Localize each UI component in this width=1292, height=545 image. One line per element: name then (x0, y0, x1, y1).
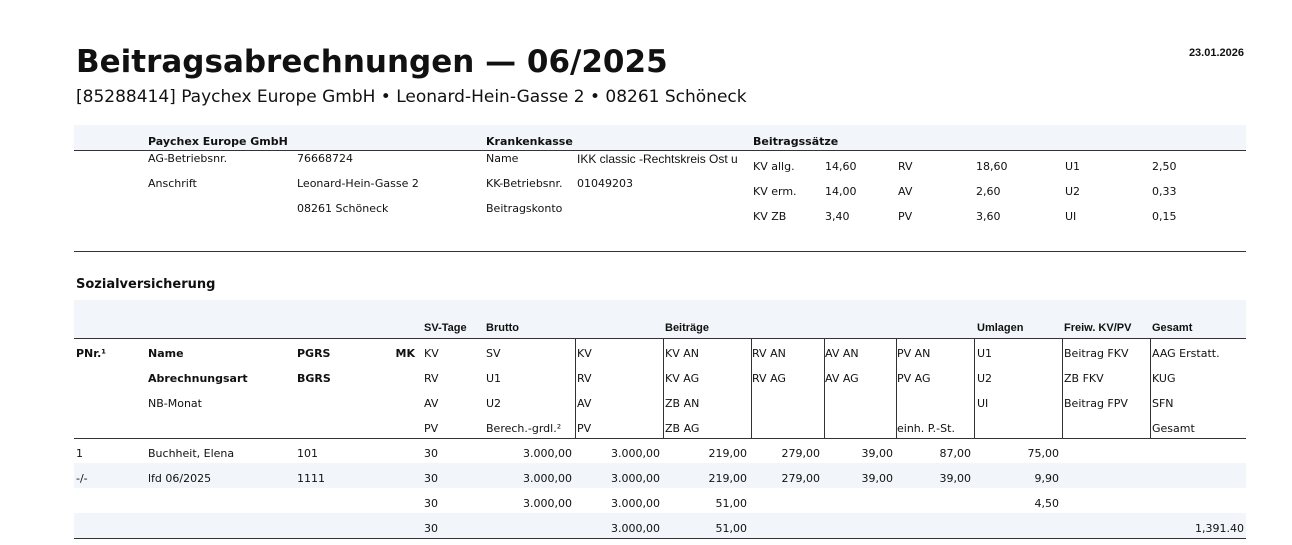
table-cell: 279,00 (781, 472, 820, 485)
column-header: Beitrag FPV (1064, 397, 1128, 410)
page-title: Beitragsabrechnungen — 06/2025 (76, 44, 668, 80)
header-rule (74, 338, 1246, 339)
rate-value: 14,60 (825, 160, 857, 173)
table-cell: 219,00 (708, 472, 747, 485)
table-cell: 1,391.40 (1195, 522, 1244, 535)
column-header: KV (424, 347, 439, 360)
insurance-label: Beitragskonto (486, 202, 563, 215)
rate-value: 0,33 (1152, 185, 1177, 198)
group-header-freiw: Freiw. KV/PV (1064, 322, 1132, 334)
employer-info-block (74, 125, 1246, 252)
table-cell: 219,00 (708, 447, 747, 460)
employer-value: 08261 Schöneck (297, 202, 389, 215)
table-cell: -/- (76, 472, 88, 485)
rate-value: 0,15 (1152, 210, 1177, 223)
column-header: U1 (977, 347, 993, 360)
section-title: Sozialversicherung (76, 277, 216, 292)
column-header: Name (148, 347, 184, 360)
table-cell: 51,00 (715, 497, 747, 510)
column-divider (974, 338, 975, 438)
table-cell: 87,00 (939, 447, 971, 460)
table-cell: 3.000,00 (611, 472, 660, 485)
table-cell: 1111 (297, 472, 325, 485)
rate-label: PV (898, 210, 913, 223)
page-subtitle: [85288414] Paychex Europe GmbH • Leonard-Hein-Gasse 2 • 08261 Schöneck (76, 87, 747, 107)
column-header: Beitrag FKV (1064, 347, 1129, 360)
group-header-gesamt: Gesamt (1152, 322, 1193, 334)
table-cell: lfd 06/2025 (148, 472, 212, 485)
column-header: Berech.-grdl.² (486, 422, 562, 435)
rates-heading: Beitragssätze (753, 135, 839, 148)
employer-value: 76668724 (297, 152, 353, 165)
column-header: UI (977, 397, 989, 410)
column-header: Abrechnungsart (148, 372, 248, 385)
column-header: AV AG (825, 372, 859, 385)
column-header: ZB AN (665, 397, 700, 410)
table-cell: 39,00 (861, 447, 893, 460)
column-header: ZB AG (665, 422, 700, 435)
rate-label: RV (898, 160, 913, 173)
rate-value: 3,60 (976, 210, 1001, 223)
table-cell: 3.000,00 (611, 447, 660, 460)
column-header: BGRS (297, 372, 331, 385)
column-header: AAG Erstatt. (1152, 347, 1220, 360)
insurance-label: KK-Betriebsnr. (486, 177, 563, 190)
rate-value: 3,40 (825, 210, 850, 223)
rate-label: UI (1065, 210, 1077, 223)
table-cell: 30 (424, 497, 438, 510)
insurance-label: Name (486, 152, 519, 165)
column-header: PV AN (897, 347, 931, 360)
table-cell: 3.000,00 (611, 497, 660, 510)
table-cell: 279,00 (781, 447, 820, 460)
table-cell: 39,00 (939, 472, 971, 485)
bottom-rule (74, 538, 1246, 539)
insurance-heading: Krankenkasse (486, 135, 573, 148)
column-divider (663, 338, 664, 438)
table-cell: 30 (424, 522, 438, 535)
insurance-value: 01049203 (577, 177, 633, 190)
column-header: RV AG (752, 372, 786, 385)
rate-label: KV allg. (753, 160, 795, 173)
column-header: Gesamt (1152, 422, 1195, 435)
rate-value: 2,60 (976, 185, 1001, 198)
column-header: RV AN (752, 347, 786, 360)
employer-heading: Paychex Europe GmbH (148, 135, 288, 148)
body-rule (74, 438, 1246, 439)
group-header-sv-tage: SV-Tage (424, 322, 467, 334)
column-header: ZB FKV (1064, 372, 1104, 385)
column-header: NB-Monat (148, 397, 202, 410)
column-divider (1062, 338, 1063, 438)
column-header: RV (577, 372, 592, 385)
group-header-umlagen: Umlagen (977, 322, 1024, 334)
column-header: einh. P.-St. (897, 422, 955, 435)
rate-value: 18,60 (976, 160, 1008, 173)
column-header: U1 (486, 372, 502, 385)
employer-label: AG-Betriebsnr. (148, 152, 228, 165)
rate-label: U2 (1065, 185, 1081, 198)
column-header: PV (424, 422, 439, 435)
column-header: U2 (977, 372, 993, 385)
column-divider (1150, 338, 1151, 438)
rate-value: 14,00 (825, 185, 857, 198)
table-cell: 3.000,00 (523, 447, 572, 460)
table-cell: 51,00 (715, 522, 747, 535)
column-header: PV AG (897, 372, 931, 385)
insurance-value: IKK classic -Rechtskreis Ost u (577, 152, 738, 166)
employer-label: Anschrift (148, 177, 197, 190)
table-cell: 75,00 (1027, 447, 1059, 460)
column-header: SFN (1152, 397, 1174, 410)
employer-value: Leonard-Hein-Gasse 2 (297, 177, 419, 190)
column-header: PGRS (297, 347, 331, 360)
column-header: RV (424, 372, 439, 385)
report-date: 23.01.2026 (1188, 47, 1244, 59)
table-cell: 30 (424, 472, 438, 485)
rate-label: AV (898, 185, 913, 198)
table-cell: 9,90 (1034, 472, 1059, 485)
column-header: KV (577, 347, 592, 360)
column-header: KV AN (665, 347, 699, 360)
table-cell: 30 (424, 447, 438, 460)
group-header-brutto: Brutto (486, 322, 519, 334)
table-cell: 101 (297, 447, 318, 460)
table-cell: 3.000,00 (523, 472, 572, 485)
table-cell: Buchheit, Elena (148, 447, 235, 460)
column-header: AV (424, 397, 439, 410)
column-header: AV AN (825, 347, 859, 360)
rate-value: 2,50 (1152, 160, 1177, 173)
column-header: MK (395, 347, 415, 360)
column-header: SV (486, 347, 501, 360)
table-cell: 39,00 (861, 472, 893, 485)
column-header: PV (577, 422, 592, 435)
table-cell: 3.000,00 (611, 522, 660, 535)
table-cell: 1 (76, 447, 83, 460)
column-header: AV (577, 397, 592, 410)
rate-label: U1 (1065, 160, 1081, 173)
rate-label: KV ZB (753, 210, 787, 223)
column-header: PNr.¹ (76, 347, 107, 360)
column-divider (575, 338, 576, 438)
table-cell: 4,50 (1034, 497, 1059, 510)
column-header: U2 (486, 397, 502, 410)
column-header: KV AG (665, 372, 700, 385)
rate-label: KV erm. (753, 185, 797, 198)
column-header: KUG (1152, 372, 1176, 385)
table-cell: 3.000,00 (523, 497, 572, 510)
group-header-beitraege: Beiträge (665, 322, 710, 334)
